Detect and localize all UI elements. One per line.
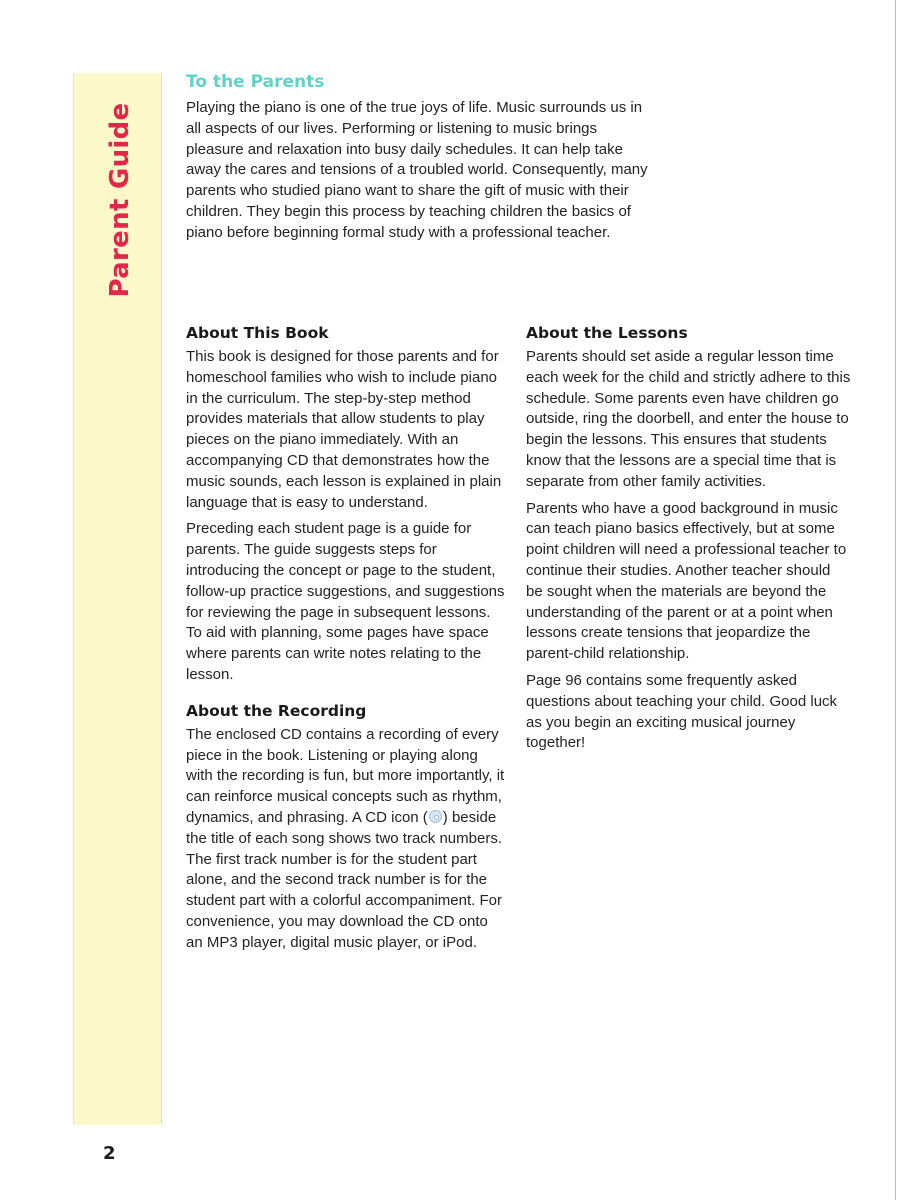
intro-heading: To the Parents [186,72,325,92]
about-recording-text-part-1: The enclosed CD contains a recording of every piece in the book. Listening or playing along with the recording is fun, but more importantly, it can reinforce musical concepts such as rhythm, dynamics, and phrasing. A CD icon ( [186,725,505,826]
sidebar-title: Parent Guide [105,102,135,298]
page-number: 2 [103,1143,116,1164]
intro-paragraph: Playing the piano is one of the true joys of life. Music surrounds us in all aspects of our lives. Performing or listening to music brings pleasure and relaxation into busy daily schedules. It can help take away the cares and tensions of a troubled world. Consequently, many parents who studied piano want to share the gift of music with their children. They begin this process by teaching children the basics of piano before beginning formal study with a professional teacher. [186,99,648,241]
about-book-paragraph-1: This book is designed for those parents and for homeschool families who wish to include piano in the curriculum. The step-by-step method provides materials that allow students to play pieces on the piano immediately. With an accompanying CD that demonstrates how the music sounds, each lesson is explained in plain language that is easy to understand. [186,348,502,511]
intro-section [186,72,656,244]
about-recording-heading: About the Recording [186,701,367,720]
about-book-heading: About This Book [186,324,329,342]
about-lessons-paragraph-3: Page 96 contains some frequently asked questions about teaching your child. Good luck as you begin an exciting musical journey together! [526,671,838,752]
left-column [186,322,506,960]
about-recording-text-part-2: ) beside the title of each song shows two track numbers. The first track number is for the student part alone, and the second track number is for the student part with a colorful accompaniment. For convenience, you may download the CD onto an MP3 player, digital music player, or iPod. [186,808,502,951]
page-edge-rule [895,0,896,1200]
about-book-paragraph-2: Preceding each student page is a guide for parents. The guide suggests steps for introducing the concept or page to the student, follow-up practice suggestions, and suggestions for reviewing the page in subsequent lessons. To aid with planning, some pages have space where parents can write notes relating to the lesson. [186,520,505,683]
about-lessons-paragraph-1: Parents should set aside a regular lesson time each week for the child and strictly adhere to this schedule. Some parents even have children go outside, ring the doorbell, and enter the house to begin the lessons. This ensures that students know that the lessons are a special time that is separate from other family activities. [526,348,851,490]
about-lessons-paragraph-2: Parents who have a good background in music can teach piano basics effectively, but at some point children will need a professional teacher to continue their studies. Another teacher should be sought when the materials are beyond the understanding of the parent or at a point when lessons create tensions that jeopardize the parent-child relationship. [526,499,847,663]
about-recording-paragraph [186,725,506,954]
cd-icon [429,810,442,823]
right-column [526,322,851,760]
about-lessons-heading: About the Lessons [526,324,688,342]
